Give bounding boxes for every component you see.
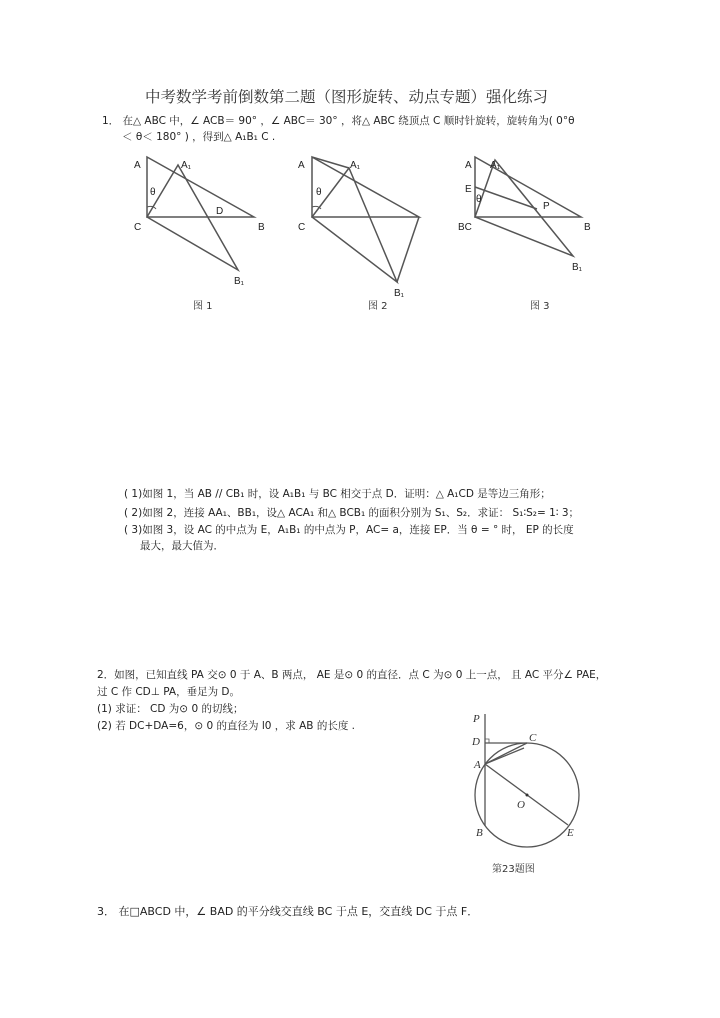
segment-bb1 <box>397 217 419 282</box>
figure-circle <box>471 713 579 875</box>
q3-text-line1: 3． 在□ABCD 中，∠ BAD 的平分线交直线 BC 于点 E，交直线 DC 于点 F． <box>97 905 479 918</box>
figure-1 <box>134 157 265 312</box>
label-b: B <box>476 827 483 839</box>
q2-text-line2: 过 C 作 CD⊥ PA，垂足为 D。 <box>97 686 241 698</box>
label-theta: θ <box>476 194 482 205</box>
figure-circle-caption: 第23题图 <box>492 864 535 875</box>
q1-sub1: ( 1)如图 1，当 AB // CB₁ 时，设 A₁B₁ 与 BC 相交于点 D．证明：△ A₁CD 是等边三角形； <box>124 488 551 500</box>
figure-2-caption: 图 2 <box>368 301 388 312</box>
label-c: C <box>134 222 142 233</box>
center-point <box>526 794 529 797</box>
label-p: P <box>473 713 480 725</box>
label-b1: B₁ <box>572 262 583 273</box>
label-d: D <box>472 736 480 748</box>
label-c: C <box>529 732 537 744</box>
segment-ep <box>475 187 537 209</box>
triangle-abc <box>147 157 254 217</box>
q1-sub2: ( 2)如图 2，连接 AA₁、BB₁，设△ ACA₁ 和△ BCB₁ 的面积分别为 S₁、S₂．求证： S₁∶S₂= 1∶ 3； <box>124 507 580 519</box>
segment-ac-2 <box>485 748 524 764</box>
q1-text-line1: 1． 在△ ABC 中，∠ ACB＝ 90° ，∠ ABC＝ 30° ，将△ ABC 绕顶点 C 顺时针旋转，旋转角为( 0°θ <box>102 115 575 127</box>
label-a1: A₁ <box>490 160 501 171</box>
label-b1: B₁ <box>394 288 405 299</box>
figure-3 <box>458 157 591 312</box>
label-a: A <box>474 759 481 771</box>
label-a1: A₁ <box>350 160 361 171</box>
label-a: A <box>465 160 472 171</box>
triangle-a1b1c <box>475 160 573 256</box>
label-a1: A₁ <box>181 160 192 171</box>
label-e: E <box>567 827 574 839</box>
q2-text-line1: 2．如图，已知直线 PA 交⊙ 0 于 A、B 两点， AE 是⊙ 0 的直径．点 C 为⊙ 0 上一点， 且 AC 平分∠ PAE， <box>97 669 607 681</box>
label-o: O <box>517 799 525 811</box>
page-title: 中考数学考前倒数第二题（图形旋转、动点专题）强化练习 <box>145 88 549 106</box>
label-a: A <box>134 160 141 171</box>
label-d: D <box>216 206 224 217</box>
figure-2 <box>298 157 419 312</box>
label-a: A <box>298 160 305 171</box>
segment-aa1 <box>312 157 349 168</box>
label-b: B <box>258 222 265 233</box>
q1-text-line2: ＜ θ＜ 180° ) ，得到△ A₁B₁ C . <box>122 131 276 143</box>
q1-sub3-line2: 最大，最大值为． <box>140 540 224 552</box>
label-c: C <box>298 222 306 233</box>
figure-1-caption: 图 1 <box>193 301 213 312</box>
label-e: E <box>465 184 472 195</box>
label-b1: B₁ <box>234 276 245 287</box>
label-b: B <box>584 222 591 233</box>
q2-text-line4: (2) 若 DC+DA=6，⊙ 0 的直径为 l0 ，求 AB 的长度 . <box>97 720 355 732</box>
label-p: P <box>543 201 550 212</box>
label-theta: θ <box>316 187 322 198</box>
figure-3-caption: 图 3 <box>530 301 550 312</box>
q2-text-line3: (1) 求证： CD 为⊙ 0 的切线； <box>97 703 244 715</box>
label-bc: BC <box>458 222 472 233</box>
label-theta: θ <box>150 187 156 198</box>
q1-sub3-line1: ( 3)如图 3，设 AC 的中点为 E，A₁B₁ 的中点为 P，AC= a，连接 EP．当 θ = ° 时， EP 的长度 <box>124 524 574 536</box>
triangle-a1b1c <box>312 168 397 282</box>
